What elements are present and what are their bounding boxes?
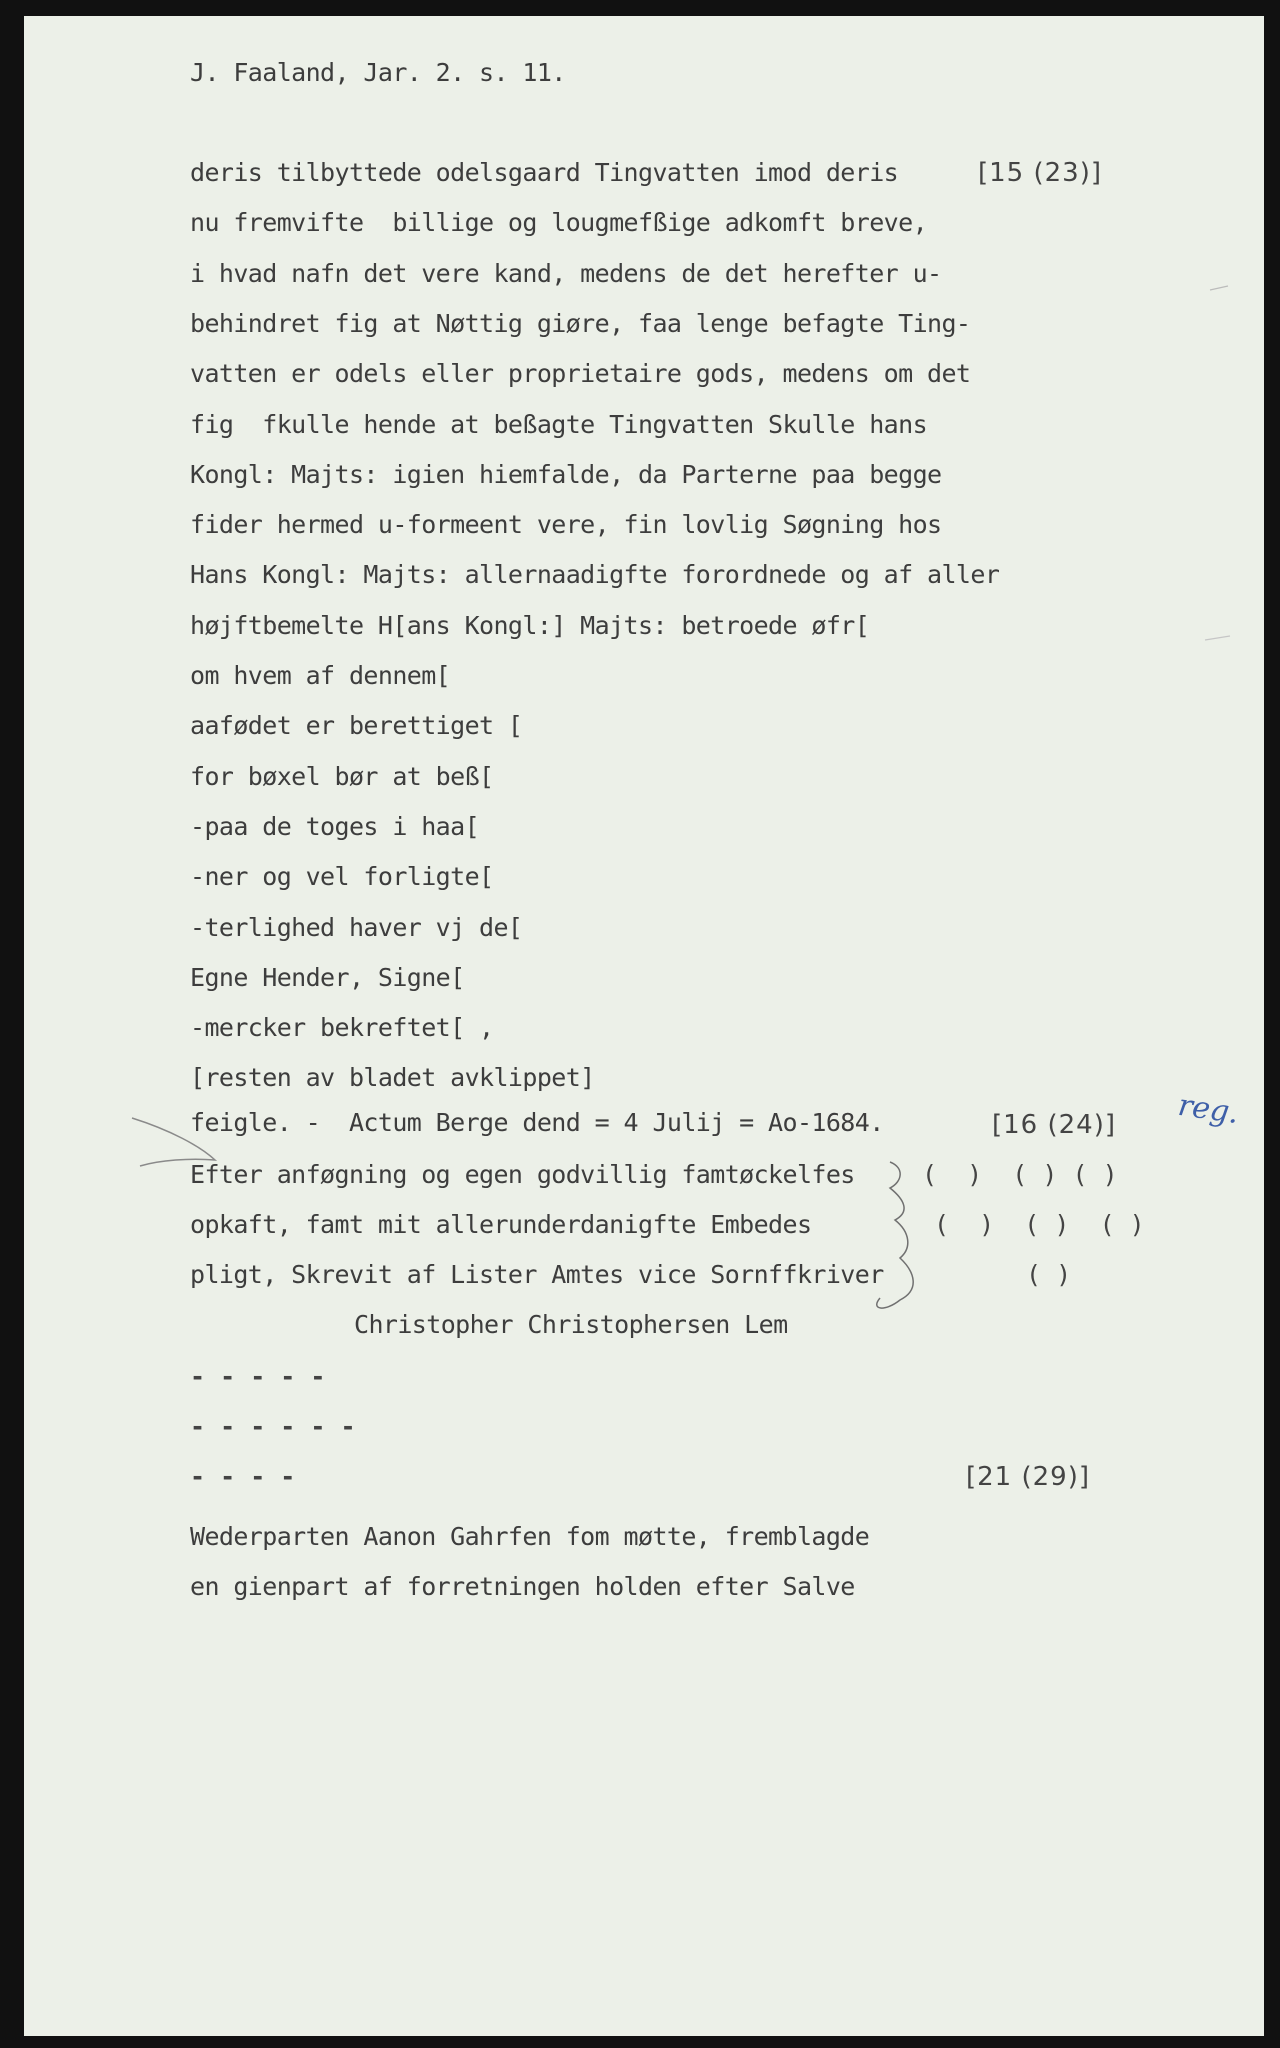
- text-line: deris tilbyttede odelsgaard Tingvatten imod deris: [190, 158, 899, 187]
- text-line: nu fremvifte billige og lougmefßige adkomft breve,: [190, 208, 928, 238]
- paren-group-2: ( ) ( ) ( ): [934, 1210, 1145, 1239]
- text-line: Wederparten Aanon Gahrfen fom møtte, fremblagde: [190, 1522, 870, 1551]
- text-line: vatten er odels eller proprietaire gods, medens om det: [190, 359, 971, 389]
- text-line: i hvad nafn det vere kand, medens de det herefter u-: [190, 258, 942, 288]
- paren-group-1: ( ) ( ) ( ): [922, 1160, 1118, 1189]
- text-line: aafødet er berettiget [: [190, 711, 523, 741]
- text-line: opkaft, famt mit allerunderdanigfte Embedes: [190, 1210, 812, 1239]
- text-line: Egne Hender, Signe[: [190, 962, 465, 992]
- text-line-seigle: feigle. - Actum Berge dend = 4 Julij = Ao-1684.: [190, 1108, 884, 1137]
- document-header: J. Faaland, Jar. 2. s. 11.: [190, 58, 566, 87]
- text-line: fig fkulle hende at beßagte Tingvatten Skulle hans: [190, 409, 928, 439]
- handwritten-note: reg.: [1175, 1087, 1241, 1132]
- text-line: -mercker bekreftet[ ,: [190, 1013, 494, 1043]
- text-line: Kongl: Majts: igien hiemfalde, da Parterne paa begge: [190, 459, 942, 489]
- text-line: Efter anføgning og egen godvillig famtøckelfes: [190, 1160, 855, 1189]
- text-line: [resten av bladet avklippet]: [190, 1063, 595, 1093]
- dash-row-2: - - - - - -: [190, 1412, 356, 1441]
- text-line: en gienpart af forretningen holden efter Salve: [190, 1572, 855, 1601]
- bracket-arrow-mark: [132, 1118, 215, 1166]
- page-reference-16: [16 (24)]: [992, 1110, 1117, 1140]
- text-line: fider hermed u-formeent vere, fin lovlig Søgning hos: [190, 510, 942, 540]
- page-reference-15: [15 (23)]: [978, 158, 1103, 188]
- page-reference-21: [21 (29)]: [966, 1462, 1091, 1492]
- faint-mark-2: [1205, 636, 1230, 640]
- dash-row-1: - - - - -: [190, 1362, 326, 1391]
- text-line: pligt, Skrevit af Lister Amtes vice Sornffkriver: [190, 1260, 884, 1289]
- curly-brace-mark: [877, 1162, 913, 1308]
- text-line: Hans Kongl: Majts: allernaadigfte forordnede og af aller: [190, 560, 1000, 590]
- dash-row-3: - - - -: [190, 1462, 296, 1491]
- faint-mark-1: [1210, 286, 1228, 290]
- text-line: for bøxel bør at beß[: [190, 761, 494, 791]
- text-line: om hvem af dennem[: [190, 661, 451, 690]
- text-line: behindret fig at Nøttig giøre, faa lenge befagte Ting-: [190, 308, 971, 338]
- text-line: højftbemelte H[ans Kongl:] Majts: betroede øfr[: [190, 610, 870, 640]
- paren-group-3: ( ): [1026, 1260, 1072, 1289]
- text-line: -ner og vel forligte[: [190, 862, 494, 892]
- text-line: -paa de toges i haa[: [190, 811, 480, 841]
- text-line: -terlighed haver vj de[: [190, 912, 523, 942]
- signature-line: Christopher Christophersen Lem: [354, 1310, 788, 1339]
